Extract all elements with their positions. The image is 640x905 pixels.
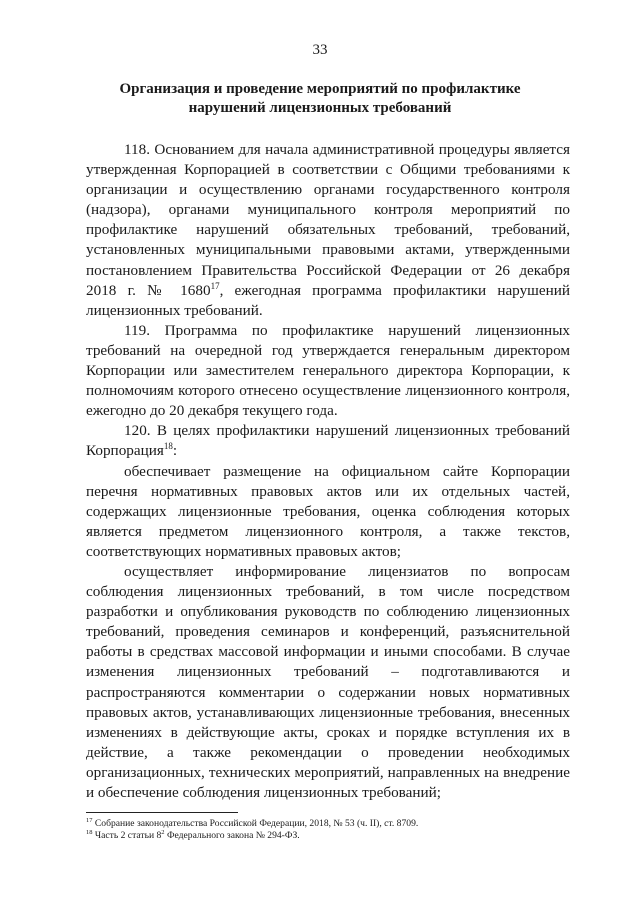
paragraph-118 bbox=[86, 140, 570, 321]
footnote-ref[interactable]: 18 bbox=[163, 441, 173, 452]
footnote-mark: 17 bbox=[86, 816, 93, 824]
footnote-18 bbox=[86, 830, 570, 842]
footnote-17 bbox=[86, 818, 570, 830]
footnote-text: Часть 2 статьи 8 bbox=[92, 830, 162, 841]
paragraph-item-informing: осуществляет информирование лицензиатов по вопросам соблюдения лицензионных требований, в том числе посредством разработки и опубликования руководств по соблюдению лицензионных требований, проведения семинаров и конференций, разъяснительной работы в средствах массовой информации и иными способами. В случае изменения лицензионных требований – подготавливаются и распространяются комментарии о содержании новых нормативных правовых актов, устанавливающих лицензионные требования, внесенных изменениях в действующие акты, сроках и порядке вступления их в действие, а также рекомендации о проведении необходимых организационных, технических мероприятий, направленных на внедрение и обеспечение соблюдения лицензионных требований; bbox=[86, 562, 570, 801]
paragraph-text: : bbox=[172, 442, 178, 460]
footnote-inner-sup: 2 bbox=[161, 828, 165, 836]
footnote-text: Федерального закона № 294-ФЗ. bbox=[164, 830, 300, 841]
footnote-mark: 18 bbox=[86, 828, 93, 836]
footnote-ref[interactable]: 17 bbox=[210, 280, 220, 291]
paragraph-item-publication: обеспечивает размещение на официальном сайте Корпорации перечня нормативных правовых актов или их отдельных частей, содержащих лицензионные требования, оценка соблюдения которых является предметом лицензионного контроля, а также текстов, соответствующих нормативных правовых актов; bbox=[86, 462, 570, 560]
paragraph-119: 119. Программа по профилактике нарушений лицензионных требований на очередной год утверждается генеральным директором Корпорации или заместителем генерального директора Корпорации, к полномочиям которого отнесено осуществление лицензионного контроля, ежегодно до 20 декабря текущего года. bbox=[86, 321, 570, 420]
section-heading: Организация и проведение мероприятий по профилактике нарушений лицензионных требований bbox=[119, 81, 521, 116]
footnotes bbox=[86, 818, 570, 842]
paragraph-text: 118. Основанием для начала административной процедуры является утвержденная Корпорацией в соответствии с Общими требованиями к организации и осуществлению органами государственного контроля (надзора), органами муниципального контроля мероприятий по профилактике нарушений обязательных требований, требований, установленных муниципальными правовыми актами, утвержденными постановлением Правительства Российской Федерации от 26 декабря 2018 г. № 1680 bbox=[86, 141, 570, 299]
page-number: 33 bbox=[312, 42, 328, 58]
footnote-text: Собрание законодательства Российской Федерации, 2018, № 53 (ч. II), ст. 8709. bbox=[92, 818, 419, 829]
document-body bbox=[86, 140, 570, 803]
paragraph-text: , ежегодная программа профилактики нарушений лицензионных требований. bbox=[86, 281, 570, 319]
paragraph-text: 120. В целях профилактики нарушений лицензионных требований Корпорация bbox=[86, 422, 570, 460]
paragraph-120 bbox=[86, 421, 570, 461]
footnote-divider bbox=[86, 812, 238, 813]
